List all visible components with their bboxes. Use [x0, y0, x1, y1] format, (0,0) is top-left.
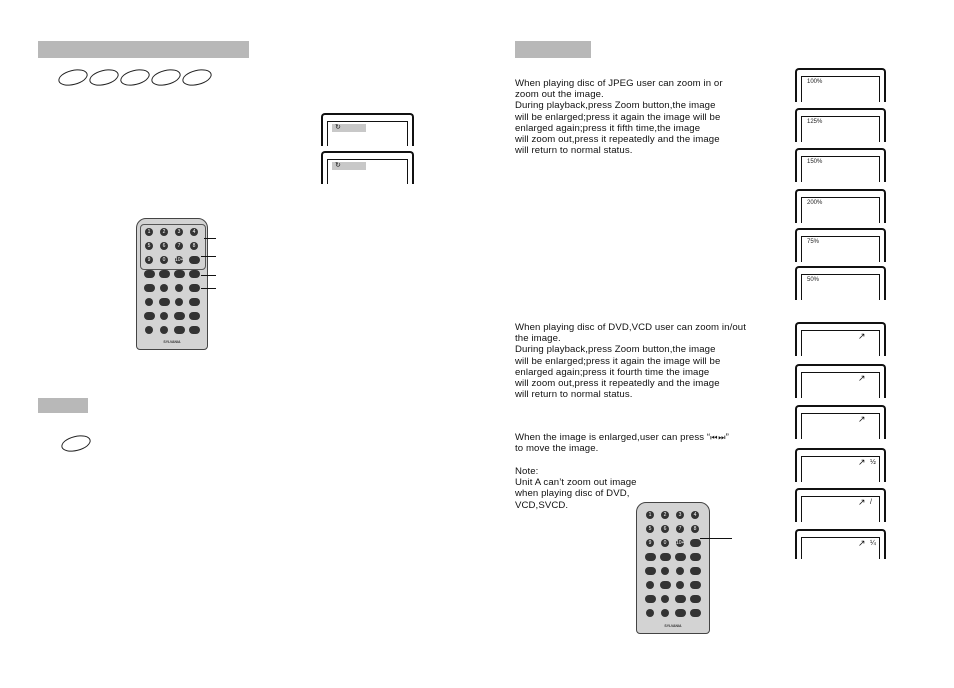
- jpeg-zoom-paragraph: When playing disc of JPEG user can zoom in or zoom out the image. During playback,press Zoom button,the image will be enlarged;press it again the image will be enlarged again;press it fifth time,the image will zoom out,press it repeatedly and the image will return to normal status.: [515, 78, 723, 157]
- zoom-level-label: 50%: [807, 277, 820, 283]
- remote-key: [690, 581, 701, 589]
- repeat-screen-1: [321, 113, 414, 146]
- key-2: 2: [661, 511, 669, 519]
- brand-logo: SYLVANIA: [163, 340, 181, 344]
- zoom-level-label: 125%: [807, 119, 823, 125]
- remote-key: [144, 284, 155, 292]
- remote-key: [676, 581, 684, 589]
- key-1: 1: [145, 228, 153, 236]
- key-5: 5: [145, 242, 153, 250]
- key-10plus: 10+: [676, 540, 685, 546]
- zoom-arrow-icon: ↗: [858, 414, 866, 424]
- key-9: 9: [646, 539, 654, 547]
- remote-key: [174, 270, 185, 278]
- jpeg-zoom-screen: [795, 108, 886, 142]
- key-0: 0: [661, 539, 669, 547]
- remote-key: [145, 326, 153, 334]
- key-3: 3: [676, 511, 684, 519]
- note-paragraph: Note: Unit A can’t zoom out image when playing disc of DVD, VCD,SVCD.: [515, 466, 637, 511]
- dvd-zoom-screen: ↗ ½: [795, 448, 886, 482]
- key-7: 7: [175, 242, 183, 250]
- remote-key: [646, 581, 654, 589]
- remote-key: [144, 270, 155, 278]
- zoom-arrow-icon: ↗: [858, 497, 866, 507]
- remote-key: [144, 312, 155, 320]
- zoom-level-label: 200%: [807, 200, 823, 206]
- remote-key: [160, 312, 168, 320]
- remote-key: [645, 553, 656, 561]
- key-8: 8: [190, 242, 198, 250]
- remote-key: [690, 553, 701, 561]
- key-6: 6: [661, 525, 669, 533]
- callout-line: [201, 275, 216, 276]
- remote-key: [645, 595, 656, 603]
- repeat-screen-2: [321, 151, 414, 184]
- remote-key: [189, 270, 200, 278]
- zoom-key: [690, 539, 701, 547]
- remote-key: [645, 567, 656, 575]
- section-header-bar-2: [38, 398, 88, 413]
- jpeg-zoom-screen: [795, 68, 886, 102]
- key-4: 4: [190, 228, 198, 236]
- key-7: 7: [676, 525, 684, 533]
- jpeg-zoom-screen: [795, 228, 886, 262]
- remote-key: [690, 567, 701, 575]
- prev-next-icon: ⏮ ⏭: [710, 433, 726, 442]
- jpeg-zoom-screen: [795, 266, 886, 300]
- repeat-osd: [332, 162, 366, 170]
- section-header-bar: [38, 41, 249, 58]
- zoom-level-label: 150%: [807, 159, 823, 165]
- key-1: 1: [646, 511, 654, 519]
- remote-key: [676, 567, 684, 575]
- remote-control-right: [636, 502, 710, 634]
- dvd-zoom-paragraph: When playing disc of DVD,VCD user can zoom in/out the image. During playback,press Zoom button,the image will be enlarged;press it again the image will be enlarged again;press it fourth time the image will zoom out,press it repeatedly and the image will return to normal status.: [515, 322, 746, 401]
- remote-control-left: [136, 218, 208, 350]
- remote-key: [675, 595, 686, 603]
- remote-key: [174, 326, 185, 334]
- remote-key: [661, 595, 669, 603]
- repeat-icon: ↻: [335, 162, 341, 169]
- remote-key: [189, 326, 200, 334]
- remote-key: [159, 270, 170, 278]
- zoom-key: [189, 256, 200, 264]
- remote-key: [660, 553, 671, 561]
- remote-key: [175, 284, 183, 292]
- repeat-icon: ↻: [335, 124, 341, 131]
- callout-line: [201, 256, 216, 257]
- remote-key: [189, 312, 200, 320]
- zoom-arrow-icon: ↗: [858, 331, 866, 341]
- zoom-arrow-icon: ↗: [858, 457, 866, 467]
- key-3: 3: [175, 228, 183, 236]
- remote-key: [145, 298, 153, 306]
- dvd-zoom-screen: ↗ ¼: [795, 529, 886, 559]
- remote-key: [160, 284, 168, 292]
- zoom-arrow-icon: ↗: [858, 373, 866, 383]
- remote-key: [661, 567, 669, 575]
- zoom-level-label: 100%: [807, 79, 823, 85]
- disc-icon: [119, 67, 152, 89]
- brand-logo: SYLVANIA: [664, 624, 682, 628]
- remote-key: [690, 595, 701, 603]
- key-6: 6: [160, 242, 168, 250]
- repeat-key: [189, 284, 200, 292]
- zoom-arrow-icon: ↗: [858, 538, 866, 548]
- callout-line: [204, 238, 216, 239]
- dvd-zoom-screen: [795, 322, 886, 356]
- remote-key: [175, 298, 183, 306]
- remote-key: [660, 581, 671, 589]
- remote-key: [174, 312, 185, 320]
- key-10plus: 10+: [175, 257, 184, 263]
- disc-icon: [88, 67, 121, 89]
- remote-key: [675, 609, 686, 617]
- repeat-osd: [332, 124, 366, 132]
- disc-icon: [57, 67, 90, 89]
- remote-key: [159, 298, 170, 306]
- dvd-zoom-screen: [795, 364, 886, 398]
- disc-icon: [60, 433, 93, 455]
- remote-key: [690, 609, 701, 617]
- remote-key: [675, 553, 686, 561]
- zoom-section-header-bar: [515, 41, 591, 58]
- zoom-level-label: 75%: [807, 239, 820, 245]
- remote-key: [160, 326, 168, 334]
- disc-icon: [181, 67, 214, 89]
- callout-line: [201, 288, 216, 289]
- remote-key: [646, 609, 654, 617]
- callout-line: [700, 538, 732, 539]
- remote-key: [189, 298, 200, 306]
- dvd-zoom-screen: ↗ /: [795, 488, 886, 522]
- jpeg-zoom-screen: [795, 189, 886, 223]
- key-5: 5: [646, 525, 654, 533]
- key-9: 9: [145, 256, 153, 264]
- dvd-zoom-screen: [795, 405, 886, 439]
- key-2: 2: [160, 228, 168, 236]
- jpeg-zoom-screen: [795, 148, 886, 182]
- remote-key: [661, 609, 669, 617]
- key-8: 8: [691, 525, 699, 533]
- key-0: 0: [160, 256, 168, 264]
- disc-icon: [150, 67, 183, 89]
- key-4: 4: [691, 511, 699, 519]
- move-image-paragraph: When the image is enlarged,user can press “⏮ ⏭” to move the image.: [515, 432, 729, 455]
